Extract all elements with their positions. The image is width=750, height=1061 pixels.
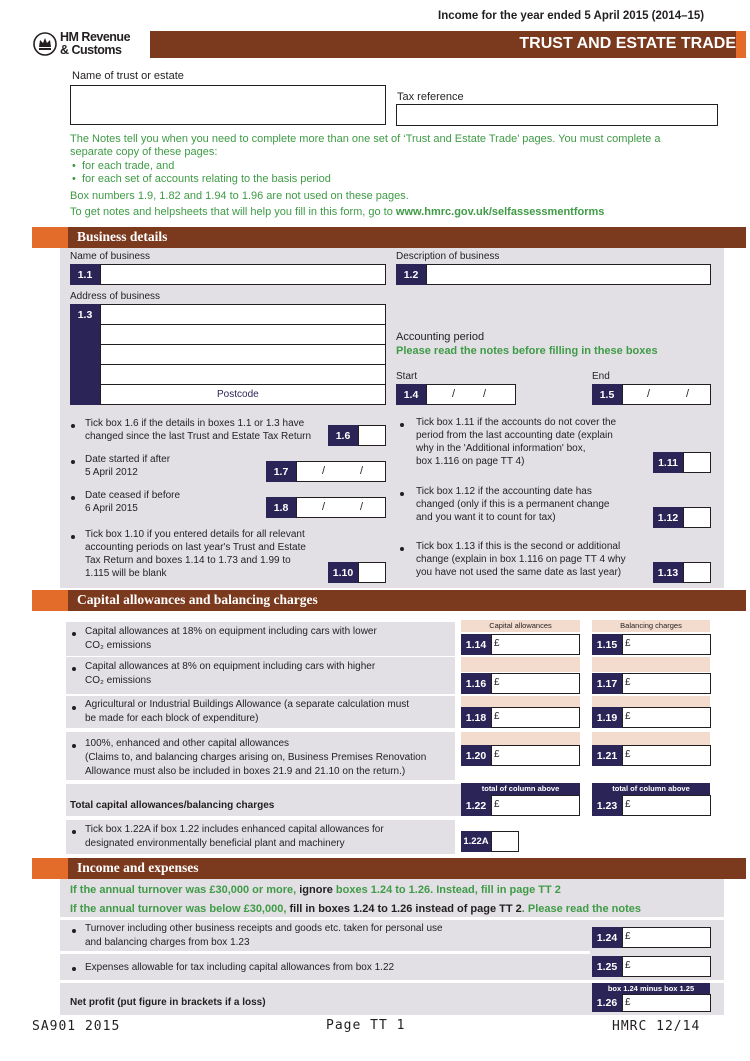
- box-1-17-field[interactable]: [622, 673, 711, 694]
- income-year-line: Income for the year ended 5 April 2015 (2014–15): [438, 10, 705, 22]
- bullet-1-11: [400, 423, 404, 427]
- bullet-1-18: [72, 706, 76, 710]
- tax-reference-label: Tax reference: [397, 91, 464, 103]
- date-ceased-sep-1: /: [322, 501, 326, 513]
- box-1-23-pound: £: [625, 799, 631, 810]
- item-1-10-line-2: accounting periods on last year's Trust and Estate: [85, 542, 306, 553]
- logo-line-2: & Customs: [60, 43, 122, 57]
- income-expenses-title: Income and expenses: [77, 860, 199, 875]
- box-1-5-number: 1.5: [592, 384, 622, 405]
- title-bar-accent: [736, 31, 746, 58]
- item-1-11-line-4: box 1.116 on page TT 4): [416, 456, 525, 467]
- address-line-3[interactable]: [100, 344, 386, 365]
- box-1-20-pound: £: [494, 749, 500, 760]
- bullet-1-8: [71, 496, 75, 500]
- box-1-21-pound: £: [625, 749, 631, 760]
- net-profit-header: box 1.24 minus box 1.25: [592, 983, 710, 994]
- notes-bullet-2: • for each set of accounts relating to the basis period: [72, 173, 331, 185]
- business-description-field[interactable]: [426, 264, 711, 285]
- item-1-10-line-3: Tax Return and boxes 1.14 to 1.73 and 1.99 to: [85, 555, 291, 566]
- bullet-1-25: [72, 967, 76, 971]
- start-date-sep-1: /: [452, 388, 456, 400]
- box-1-8-number: 1.8: [266, 497, 296, 518]
- box-1-17-number: 1.17: [592, 673, 622, 694]
- business-details-title: Business details: [77, 229, 168, 244]
- form-version: HMRC 12/14: [612, 1019, 701, 1034]
- box-1-25-number: 1.25: [592, 956, 622, 977]
- box-1-15-field[interactable]: [622, 634, 711, 655]
- item-1-12-line-1: Tick box 1.12 if the accounting date has: [416, 486, 592, 497]
- col2-shade-4: [592, 732, 710, 745]
- box-1-2-number: 1.2: [396, 264, 426, 285]
- date-ceased-sep-2: /: [360, 501, 364, 513]
- box-1-13-number: 1.13: [653, 562, 683, 583]
- item-1-13-line-2: change (explain in box 1.116 on page TT 4 why: [416, 554, 626, 565]
- capital-row-4-line-2: (Claims to, and balancing charges arising on, Business Premises Renovation: [85, 752, 427, 763]
- box-1-12-checkbox[interactable]: [683, 507, 711, 528]
- item-1-6-line-1: Tick box 1.6 if the details in boxes 1.1 or 1.3 have: [85, 418, 305, 429]
- address-line-2[interactable]: [100, 324, 386, 345]
- box-1-26-number: 1.26: [592, 994, 622, 1012]
- capital-row-3-line-1: Agricultural or Industrial Buildings Allowance (a separate calculation must: [85, 699, 410, 710]
- item-1-7-line-1: Date started if after: [85, 454, 171, 465]
- bullet-1-16: [72, 667, 76, 671]
- item-1-13-line-1: Tick box 1.13 if this is the second or additional: [416, 541, 621, 552]
- capital-row-5-line-1: Tick box 1.22A if box 1.22 includes enhanced capital allowances for: [85, 824, 384, 835]
- box-1-21-field[interactable]: [622, 745, 711, 766]
- logo-line-1: HM Revenue: [60, 30, 131, 44]
- box-1-26-field[interactable]: [622, 994, 711, 1012]
- help-link[interactable]: www.hmrc.gov.uk/selfassessmentforms: [395, 206, 605, 218]
- bullet-1-24: [72, 929, 76, 933]
- tax-reference-field[interactable]: [396, 104, 718, 126]
- item-1-7-line-2: 5 April 2012: [85, 467, 138, 478]
- income-separator-2: [60, 951, 590, 954]
- bullet-1-6: [71, 424, 75, 428]
- box-1-25-pound: £: [625, 960, 631, 971]
- bullet-1-12: [400, 492, 404, 496]
- item-1-8-line-1: Date ceased if before: [85, 490, 181, 501]
- item-1-12-line-2: changed (only if this is a permanent change: [416, 499, 610, 510]
- title-bar: [150, 31, 746, 58]
- capital-row-3-line-2: be made for each block of expenditure): [85, 713, 259, 724]
- box-1-24-number: 1.24: [592, 927, 622, 948]
- address-line-1[interactable]: [100, 304, 386, 325]
- bullet-1-22a: [72, 830, 76, 834]
- total-col2-header: total of column above: [592, 783, 710, 795]
- date-started-sep-2: /: [360, 465, 364, 477]
- start-date-field[interactable]: [426, 384, 516, 405]
- bullet-1-14: [72, 632, 76, 636]
- bullet-1-13: [400, 547, 404, 551]
- box-1-13-checkbox[interactable]: [683, 562, 711, 583]
- col1-shade-3: [461, 696, 580, 707]
- box-1-18-pound: £: [494, 711, 500, 722]
- col1-shade-2: [461, 657, 580, 672]
- capital-row-5-line-2: designated environmentally beneficial plant and machinery: [85, 838, 345, 849]
- income-note-1: If the annual turnover was £30,000 or more, ignore boxes 1.24 to 1.26. Instead, fill in page TT 2: [70, 884, 561, 896]
- form-id: SA901 2015: [32, 1019, 121, 1034]
- date-started-field[interactable]: [296, 461, 386, 482]
- box-1-17-pound: £: [625, 677, 631, 688]
- item-1-11-line-3: why in the 'Additional information' box,: [416, 443, 586, 454]
- date-ceased-field[interactable]: [296, 497, 386, 518]
- accounting-period-note: Please read the notes before filling in these boxes: [396, 345, 658, 357]
- box-1-16-pound: £: [494, 677, 500, 688]
- capital-row-1-line-1: Capital allowances at 18% on equipment including cars with lower: [85, 626, 377, 637]
- item-1-8-line-2: 6 April 2015: [85, 503, 138, 514]
- capital-row-4-line-1: 100%, enhanced and other capital allowances: [85, 738, 290, 749]
- income-separator: [60, 917, 724, 920]
- item-1-10-line-4: 1.115 will be blank: [85, 568, 167, 579]
- box-1-25-field[interactable]: [622, 956, 711, 977]
- balancing-charges-column-header: Balancing charges: [592, 620, 710, 632]
- business-description-label: Description of business: [396, 251, 500, 262]
- capital-total-label: Total capital allowances/balancing charges: [70, 800, 275, 811]
- business-address-label: Address of business: [70, 291, 161, 302]
- notes-line-2: separate copy of these pages:: [70, 146, 218, 158]
- end-date-sep-1: /: [647, 388, 651, 400]
- form-title: TRUST AND ESTATE TRADE: [519, 35, 736, 52]
- box-1-19-pound: £: [625, 711, 631, 722]
- end-date-sep-2: /: [686, 388, 690, 400]
- business-name-field[interactable]: [100, 264, 386, 285]
- total-col1-header: total of column above: [461, 783, 580, 795]
- income-row-1-line-2: and balancing charges from box 1.23: [85, 937, 250, 948]
- box-1-11-checkbox[interactable]: [683, 452, 711, 473]
- col1-shade-4: [461, 732, 580, 745]
- item-1-11-line-2: period from the last accounting date (explain: [416, 430, 613, 441]
- hmrc-logo: [33, 30, 143, 60]
- box-1-11-number: 1.11: [653, 452, 683, 473]
- start-label: Start: [396, 371, 418, 382]
- capital-row-1-line-2: CO₂ emissions: [85, 640, 152, 651]
- notes-unused-boxes: Box numbers 1.9, 1.82 and 1.94 to 1.96 are not used on these pages.: [70, 190, 409, 202]
- capital-allowances-title: Capital allowances and balancing charges: [77, 592, 318, 607]
- notes-help: To get notes and helpsheets that will help you fill in this form, go to www.hmrc.gov.uk/selfassessmentforms: [70, 206, 605, 218]
- item-1-13-line-3: you have not used the same date as last year): [416, 567, 622, 578]
- postcode-label: Postcode: [217, 389, 259, 400]
- box-1-1-number: 1.1: [70, 264, 100, 285]
- box-1-6-checkbox[interactable]: [358, 425, 386, 446]
- capital-row-2-line-2: CO₂ emissions: [85, 675, 152, 686]
- box-1-18-field[interactable]: [491, 707, 580, 728]
- notes-line-1: The Notes tell you when you need to complete more than one set of ‘Trust and Estate Trade’ pages. You must complete a: [70, 133, 661, 145]
- bullet-1-10: [71, 535, 75, 539]
- item-1-11-line-1: Tick box 1.11 if the accounts do not cover the: [416, 417, 617, 428]
- col2-shade-2: [592, 657, 710, 672]
- box-1-26-pound: £: [625, 997, 631, 1008]
- capital-allowances-column-header: Capital allowances: [461, 620, 580, 632]
- item-1-12-line-3: and you want it to count for tax): [416, 512, 556, 523]
- box-1-19-field[interactable]: [622, 707, 711, 728]
- item-1-6-line-2: changed since the last Trust and Estate Tax Return: [85, 431, 312, 442]
- box-1-16-number: 1.16: [461, 673, 491, 694]
- notes-bullet-1: • for each trade, and: [72, 160, 175, 172]
- box-1-18-number: 1.18: [461, 707, 491, 728]
- box-1-12-number: 1.12: [653, 507, 683, 528]
- box-1-24-field[interactable]: [622, 927, 711, 948]
- box-1-10-checkbox[interactable]: [358, 562, 386, 583]
- income-row-1-line-1: Turnover including other business receipts and goods etc. taken for personal use: [85, 923, 443, 934]
- date-started-sep-1: /: [322, 465, 326, 477]
- box-1-14-number: 1.14: [461, 634, 491, 655]
- capital-row-4-line-3: Allowance must also be included in boxes 21.9 and 21.10 on the return.): [85, 766, 406, 777]
- trust-name-label: Name of trust or estate: [72, 70, 184, 82]
- address-line-4[interactable]: [100, 364, 386, 385]
- box-1-24-pound: £: [625, 931, 631, 942]
- box-1-4-number: 1.4: [396, 384, 426, 405]
- box-1-15-pound: £: [625, 638, 631, 649]
- box-1-23-number: 1.23: [592, 795, 622, 816]
- box-1-23-field[interactable]: [622, 795, 711, 816]
- box-1-22a-number: 1.22A: [461, 831, 491, 852]
- business-details-bar: [32, 227, 746, 248]
- end-label: End: [592, 371, 610, 382]
- box-1-14-field[interactable]: [491, 634, 580, 655]
- bullet-1-7: [71, 460, 75, 464]
- box-1-3-number: 1.3: [70, 304, 100, 405]
- capital-allowances-bar: [32, 590, 746, 611]
- box-1-22-number: 1.22: [461, 795, 491, 816]
- capital-row-2-line-1: Capital allowances at 8% on equipment including cars with higher: [85, 661, 376, 672]
- end-date-field[interactable]: [622, 384, 711, 405]
- box-1-22-field[interactable]: [491, 795, 580, 816]
- bullet-1-20: [72, 744, 76, 748]
- box-1-21-number: 1.21: [592, 745, 622, 766]
- trust-name-field[interactable]: [70, 85, 386, 125]
- col2-shade-3: [592, 696, 710, 707]
- box-1-22-pound: £: [494, 799, 500, 810]
- income-note-2: If the annual turnover was below £30,000, fill in boxes 1.24 to 1.26 instead of page TT 2. Please read the notes: [70, 903, 641, 915]
- box-1-22a-checkbox[interactable]: [491, 831, 519, 852]
- box-1-7-number: 1.7: [266, 461, 296, 482]
- business-name-label: Name of business: [70, 251, 151, 262]
- start-date-sep-2: /: [483, 388, 487, 400]
- box-1-6-number: 1.6: [328, 425, 358, 446]
- box-1-20-number: 1.20: [461, 745, 491, 766]
- box-1-14-pound: £: [494, 638, 500, 649]
- accounting-period-label: Accounting period: [396, 331, 485, 343]
- income-expenses-bar: [32, 858, 746, 879]
- box-1-15-number: 1.15: [592, 634, 622, 655]
- box-1-20-field[interactable]: [491, 745, 580, 766]
- page-number: Page TT 1: [326, 1018, 406, 1033]
- box-1-16-field[interactable]: [491, 673, 580, 694]
- box-1-19-number: 1.19: [592, 707, 622, 728]
- net-profit-label: Net profit (put figure in brackets if a loss): [70, 997, 266, 1008]
- crest-icon: [33, 32, 57, 56]
- income-row-2-line-1: Expenses allowable for tax including capital allowances from box 1.22: [85, 962, 395, 973]
- box-1-10-number: 1.10: [328, 562, 358, 583]
- item-1-10-line-1: Tick box 1.10 if you entered details for all relevant: [85, 529, 305, 540]
